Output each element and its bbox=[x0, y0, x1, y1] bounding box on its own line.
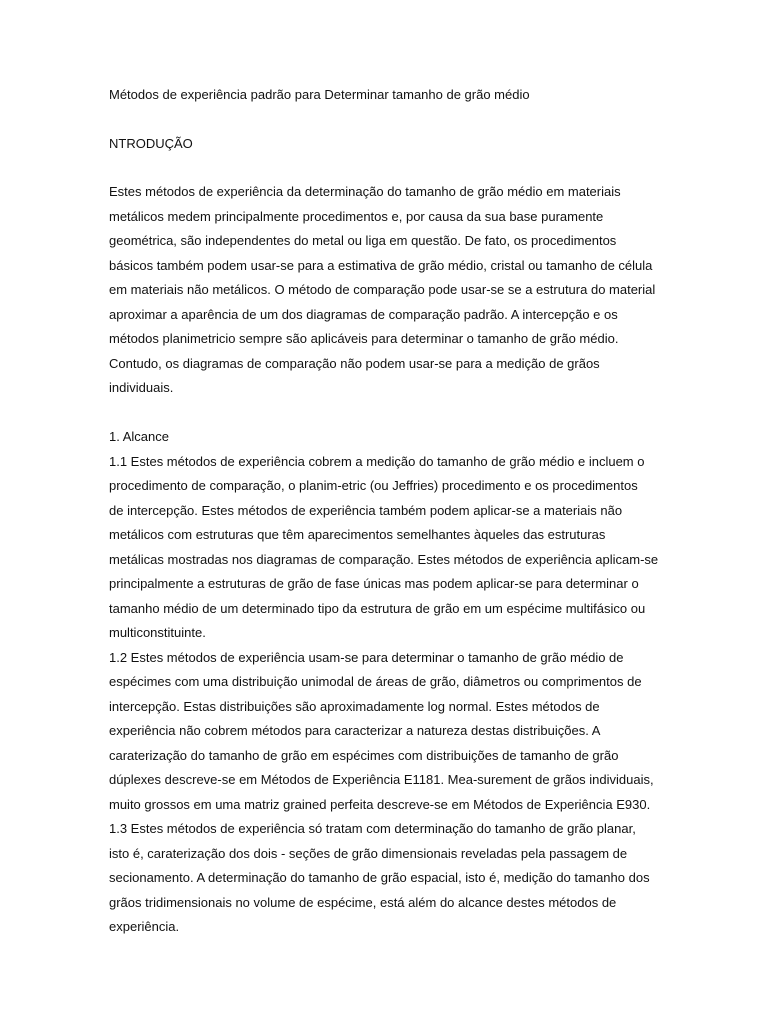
intro-line: Estes métodos de experiência da determinação do tamanho de grão médio em materiais bbox=[109, 184, 621, 199]
section-line: muito grossos em uma matriz grained perfeita descreve-se em Métodos de Experiência E930. bbox=[109, 797, 651, 812]
section-line: experiência. bbox=[109, 919, 180, 934]
section-line: experiência não cobrem métodos para caracterizar a natureza destas distribuições. A bbox=[109, 723, 601, 738]
section-line: metálicas mostradas nos diagramas de comparação. Estes métodos de experiência aplicam-se bbox=[109, 552, 659, 567]
section-line: multiconstituinte. bbox=[109, 625, 206, 640]
intro-line: individuais. bbox=[109, 380, 174, 395]
section-line: grãos tridimensionais no volume de espécime, está além do alcance destes métodos de bbox=[109, 895, 617, 910]
section-line: 1.1 Estes métodos de experiência cobrem a medição do tamanho de grão médio e incluem o bbox=[109, 454, 645, 469]
intro-line: Contudo, os diagramas de comparação não podem usar-se para a medição de grãos bbox=[109, 356, 600, 371]
section-line: caraterização do tamanho de grão em espécimes com distribuições de tamanho de grão bbox=[109, 748, 619, 763]
section-line: de intercepção. Estes métodos de experiência também podem aplicar-se a materiais não bbox=[109, 503, 623, 518]
document-title: Métodos de experiência padrão para Determinar tamanho de grão médio bbox=[109, 87, 530, 102]
intro-line: aproximar a aparência de um dos diagramas de comparação padrão. A intercepção e os bbox=[109, 307, 618, 322]
intro-line: métodos planimetricio sempre são aplicáveis para determinar o tamanho de grão médio. bbox=[109, 331, 619, 346]
intro-line: metálicos medem principalmente procedimentos e, por causa da sua base puramente bbox=[109, 209, 604, 224]
section-line: principalmente a estruturas de grão de fase únicas mas podem aplicar-se para determinar o bbox=[109, 576, 639, 591]
section-line: 1.3 Estes métodos de experiência só tratam com determinação do tamanho de grão planar, bbox=[109, 821, 636, 836]
intro-line: em materiais não metálicos. O método de comparação pode usar-se se a estrutura do material bbox=[109, 282, 656, 297]
section-line: isto é, caraterização dos dois - seções de grão dimensionais reveladas pela passagem de bbox=[109, 846, 628, 861]
section-line: espécimes com uma distribuição unimodal de áreas de grão, diâmetros ou comprimentos de bbox=[109, 674, 642, 689]
section-line: 1.2 Estes métodos de experiência usam-se para determinar o tamanho de grão médio de bbox=[109, 650, 624, 665]
section-line: metálicos com estruturas que têm aparecimentos semelhantes àqueles das estruturas bbox=[109, 527, 606, 542]
section-line: intercepção. Estas distribuições são aproximadamente log normal. Estes métodos de bbox=[109, 699, 600, 714]
section-heading: 1. Alcance bbox=[109, 429, 169, 444]
section-line: dúplexes descreve-se em Métodos de Experiência E1181. Mea-surement de grãos individuais, bbox=[109, 772, 654, 787]
intro-line: geométrica, são independentes do metal ou liga em questão. De fato, os procedimentos bbox=[109, 233, 617, 248]
section-line: tamanho médio de um determinado tipo da estrutura de grão em um espécime multifásico ou bbox=[109, 601, 646, 616]
intro-heading: NTRODUÇÃO bbox=[109, 136, 193, 151]
section-line: procedimento de comparação, o planim-etric (ou Jeffries) procedimento e os procedimentos bbox=[109, 478, 638, 493]
section-line: secionamento. A determinação do tamanho de grão espacial, isto é, medição do tamanho dos bbox=[109, 870, 650, 885]
intro-line: básicos também podem usar-se para a estimativa de grão médio, cristal ou tamanho de célula bbox=[109, 258, 653, 273]
